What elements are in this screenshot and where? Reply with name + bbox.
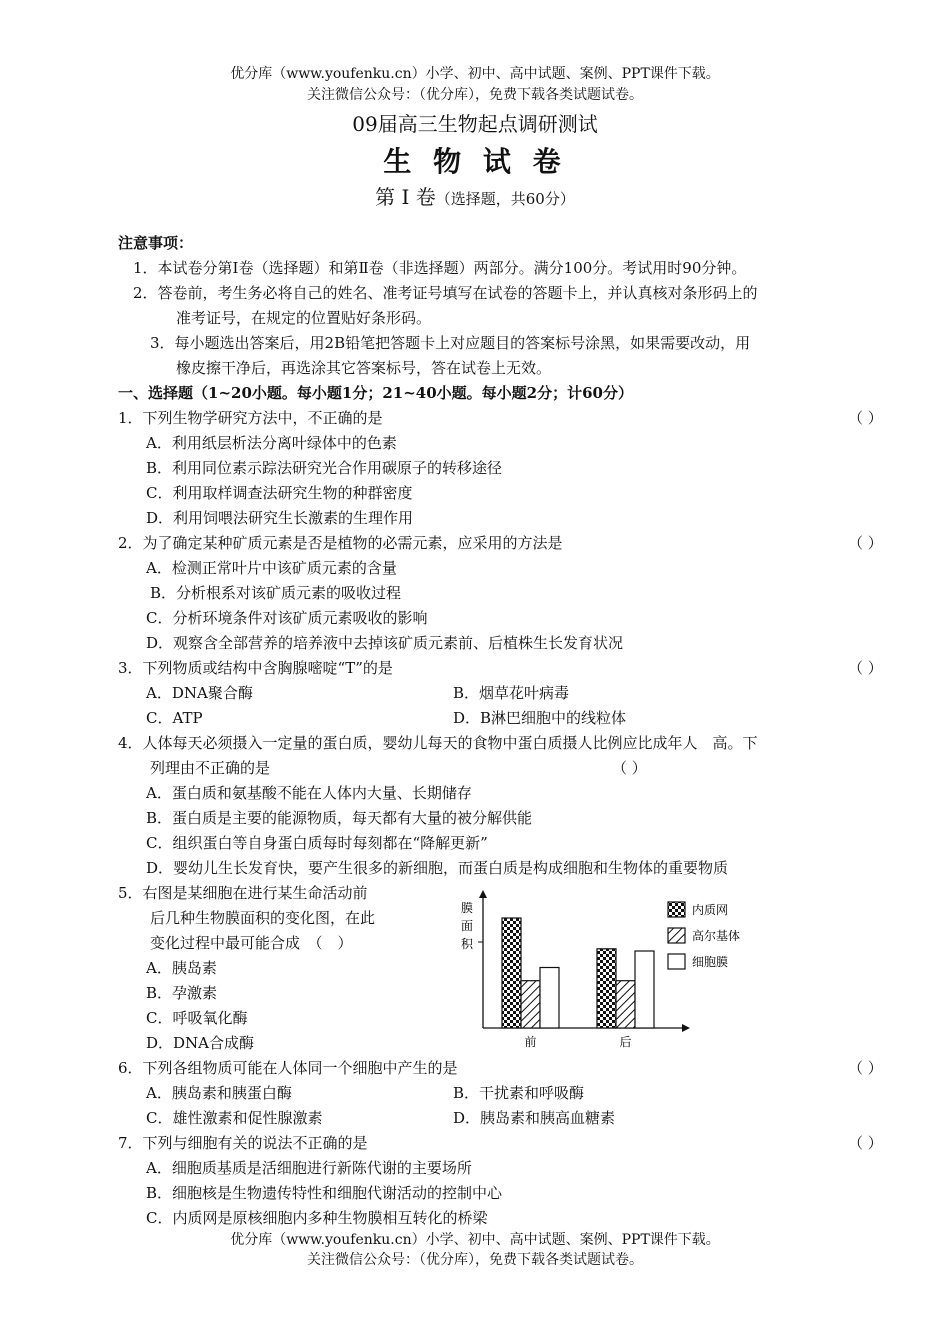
question-5-option-a: A．胰岛素: [146, 959, 217, 977]
category-label: 后: [619, 1035, 632, 1049]
question-2-text: 2．为了确定某种矿质元素是否是植物的必需元素，应采用的方法是: [118, 534, 563, 552]
question-7-text: 7．下列与细胞有关的说法不正确的是: [118, 1134, 368, 1152]
chart-category-labels: [524, 1035, 631, 1049]
question-4-stem-line2: [150, 756, 650, 781]
question-6-stem: [118, 1056, 883, 1081]
question-2-stem: [118, 531, 883, 556]
bar-blank-1: [635, 951, 654, 1028]
question-2-option-c: C．分析环境条件对该矿质元素吸收的影响: [146, 609, 428, 627]
header-wechat-line: 关注微信公众号：（优分库），免费下载各类试题试卷。: [307, 87, 643, 103]
volume-note: （选择题，共60分）: [435, 190, 575, 208]
section-heading: 一、选择题（1~20小题。每小题1分；21~40小题。每小题2分；计60分）: [118, 384, 633, 402]
legend-label: 高尔基体: [692, 929, 741, 943]
legend-swatch-blank: [668, 954, 685, 969]
question-3-stem: [118, 656, 883, 681]
y-axis-arrow: [479, 890, 487, 898]
answer-paren: （ ）: [848, 1059, 883, 1077]
note-2-line2: 准考证号，在规定的位置贴好条形码。: [176, 309, 432, 327]
y-axis-label-char: 积: [461, 937, 474, 951]
legend-label: 内质网: [692, 903, 729, 917]
question-6-option-a: A．胰岛素和胰蛋白酶: [146, 1084, 292, 1102]
question-3-option-d: D．B淋巴细胞中的线粒体: [453, 709, 627, 727]
question-3-option-b: B．烟草花叶病毒: [453, 684, 570, 702]
question-5-option-d: D．DNA合成酶: [146, 1034, 255, 1052]
legend-swatch-hatch: [668, 928, 685, 943]
question-1-option-a: A．利用纸层析法分离叶绿体中的色素: [146, 434, 397, 452]
question-2-option-a: A．检测正常叶片中该矿质元素的含量: [146, 559, 397, 577]
volume-title: [0, 181, 950, 210]
y-axis-label-char: 面: [461, 919, 474, 933]
question-5-stem-line2: 后几种生物膜面积的变化图，在此: [150, 909, 376, 927]
header-site-line: 优分库（www.youfenku.cn）小学、初中、高中试题、案例、PPT课件下载。: [230, 66, 720, 82]
question-5-option-c: C．呼吸氧化酶: [146, 1009, 248, 1027]
bar-hatch-1: [616, 981, 635, 1028]
question-1-option-c: C．利用取样调查法研究生物的种群密度: [146, 484, 413, 502]
note-1: 1．本试卷分第Ⅰ卷（选择题）和第Ⅱ卷（非选择题）两部分。满分100分。考试用时90分钟。: [133, 259, 747, 277]
note-3-line2: 橡皮擦干净后，再选涂其它答案标号，答在试卷上无效。: [176, 359, 552, 377]
question-5-stem-line3: 变化过程中最可能合成 （ ）: [150, 934, 353, 952]
x-axis-arrow: [682, 1024, 690, 1032]
legend-label: 细胞膜: [692, 955, 729, 969]
answer-paren: （ ）: [848, 1134, 883, 1152]
bar-hatch-0: [521, 981, 540, 1028]
note-2-line1: 2．答卷前，考生务必将自己的姓名、准考证号填写在试卷的答题卡上，并认真核对条形码上的: [133, 284, 758, 302]
category-label: 前: [524, 1035, 537, 1049]
question-4-text: 列理由不正确的是: [150, 759, 271, 777]
question-4-stem-line1: 4．人体每天必须摄入一定量的蛋白质，婴幼儿每天的食物中蛋白质摄人比例应比成年人 高。下: [118, 734, 758, 752]
question-7-option-b: B．细胞核是生物遗传特性和细胞代谢活动的控制中心: [146, 1184, 503, 1202]
question-4-option-c: C．组织蛋白等自身蛋白质每时每刻都在“降解更新”: [146, 834, 488, 852]
exam-name: 09届高三生物起点调研测试: [352, 112, 598, 136]
question-1-text: 1．下列生物学研究方法中，不正确的是: [118, 409, 383, 427]
question-5-option-b: B．孕激素: [146, 984, 218, 1002]
chart-legend: [668, 902, 740, 969]
note-3-line1: 3．每小题选出答案后，用2B铅笔把答题卡上对应题目的答案标号涂黑，如果需要改动，用: [150, 334, 751, 352]
question-3-text: 3．下列物质或结构中含胸腺嘧啶“T”的是: [118, 659, 393, 677]
question-4-option-a: A．蛋白质和氨基酸不能在人体内大量、长期储存: [146, 784, 472, 802]
answer-paren: （ ）: [612, 759, 647, 777]
bar-blank-0: [540, 968, 559, 1029]
answer-paren: （ ）: [848, 409, 883, 427]
question-6-option-b: B．干扰素和呼吸酶: [453, 1084, 585, 1102]
question-2-option-d: D．观察含全部营养的培养液中去掉该矿质元素前、后植株生长发育状况: [146, 634, 624, 652]
question-7-option-c: C．内质网是原核细胞内多种生物膜相互转化的桥梁: [146, 1209, 488, 1227]
chart-axes: [461, 890, 690, 1032]
chart-bars: [502, 918, 654, 1028]
question-1-option-b: B．利用同位素示踪法研究光合作用碳原子的转移途径: [146, 459, 503, 477]
question-4-option-d: D．婴幼儿生长发育快，要产生很多的新细胞，而蛋白质是构成细胞和生物体的重要物质: [146, 859, 729, 877]
question-4-option-b: B．蛋白质是主要的能源物质，每天都有大量的被分解供能: [146, 809, 533, 827]
legend-swatch-checker: [668, 902, 685, 917]
footer-wechat-line: 关注微信公众号：（优分库），免费下载各类试题试卷。: [307, 1252, 643, 1268]
membrane-area-chart: [450, 888, 770, 1058]
subject-title: 生 物 试 卷: [383, 145, 567, 178]
answer-paren: （ ）: [848, 659, 883, 677]
question-3-option-c: C．ATP: [146, 709, 203, 727]
question-1-option-d: D．利用饲喂法研究生长激素的生理作用: [146, 509, 414, 527]
question-3-option-a: A．DNA聚合酶: [146, 684, 253, 702]
question-6-option-d: D．胰岛素和胰高血糖素: [453, 1109, 616, 1127]
question-6-option-c: C．雄性激素和促性腺激素: [146, 1109, 323, 1127]
footer-site-line: 优分库（www.youfenku.cn）小学、初中、高中试题、案例、PPT课件下载。: [230, 1232, 720, 1248]
answer-paren: （ ）: [848, 534, 883, 552]
question-6-text: 6．下列各组物质可能在人体同一个细胞中产生的是: [118, 1059, 458, 1077]
question-7-stem: [118, 1131, 883, 1156]
question-7-option-a: A．细胞质基质是活细胞进行新陈代谢的主要场所: [146, 1159, 472, 1177]
question-2-option-b: B．分析根系对该矿质元素的吸收过程: [150, 584, 402, 602]
notes-heading: 注意事项：: [118, 234, 194, 252]
y-axis-label-char: 膜: [461, 901, 474, 915]
bar-checker-0: [502, 918, 521, 1028]
question-1-stem: [118, 406, 883, 431]
question-5-stem-line1: 5．右图是某细胞在进行某生命活动前: [118, 884, 368, 902]
bar-checker-1: [597, 949, 616, 1028]
volume-label: 第 I 卷: [375, 185, 436, 209]
